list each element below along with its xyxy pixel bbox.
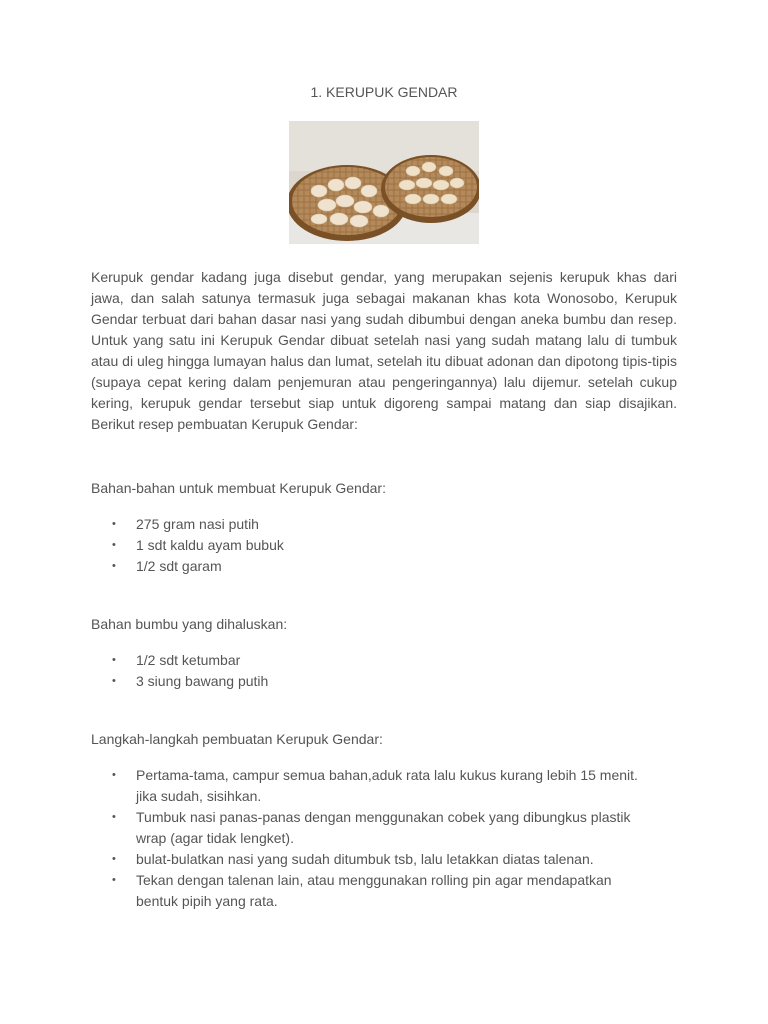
kerupuk-basket-illustration (289, 121, 479, 244)
spices-heading: Bahan bumbu yang dihaluskan: (91, 616, 288, 632)
spices-list (91, 650, 677, 692)
steps-heading: Langkah-langkah pembuatan Kerupuk Gendar: (91, 731, 383, 747)
step-text: Pertama-tama, campur semua bahan,aduk rata lalu kukus kurang lebih 15 menit. jika sudah, sisihkan. (136, 767, 638, 804)
kerupuk-photo (289, 121, 479, 244)
list-item (91, 671, 677, 692)
bullet-icon: • (112, 811, 116, 823)
ingredients-heading: Bahan-bahan untuk membuat Kerupuk Gendar: (91, 480, 386, 496)
document-title: 1. KERUPUK GENDAR (310, 84, 458, 100)
list-item (91, 870, 677, 912)
list-item (91, 556, 677, 577)
spice-text: 1/2 sdt ketumbar (136, 652, 241, 668)
step-text: Tumbuk nasi panas-panas dengan menggunakan cobek yang dibungkus plastik wrap (agar tidak lengket). (136, 809, 631, 846)
bullet-icon: • (112, 518, 116, 530)
list-item (91, 807, 677, 849)
step-text: Tekan dengan talenan lain, atau menggunakan rolling pin agar mendapatkan bentuk pipih yang rata. (136, 872, 612, 909)
ingredients-list (91, 514, 677, 577)
list-item (91, 765, 677, 807)
bullet-icon: • (112, 560, 116, 572)
step-text: bulat-bulatkan nasi yang sudah ditumbuk tsb, lalu letakkan diatas talenan. (136, 851, 594, 867)
bullet-icon: • (112, 874, 116, 886)
bullet-icon: • (112, 769, 116, 781)
list-item (91, 514, 677, 535)
ingredient-text: 1 sdt kaldu ayam bubuk (136, 537, 284, 553)
bullet-icon: • (112, 675, 116, 687)
list-item (91, 650, 677, 671)
ingredient-text: 1/2 sdt garam (136, 558, 222, 574)
intro-paragraph: Kerupuk gendar kadang juga disebut gendar, yang merupakan sejenis kerupuk khas dari jawa, dan salah satunya termasuk juga sebagai makanan khas kota Wonosobo, Kerupuk Gendar terbuat dari bahan dasar nasi yang sudah dibumbui dengan aneka bumbu dan resep. Untuk yang satu ini Kerupuk Gendar dibuat setelah nasi yang sudah matang lalu di tumbuk atau di uleg hingga lumayan halus dan lumat, setelah itu dibuat adonan dan dipotong tipis-tipis (supaya cepat kering dalam penjemuran atau pengeringannya) lalu dijemur. setelah cukup kering, kerupuk gendar tersebut siap untuk digoreng sampai matang dan siap disajikan. Berikut resep pembuatan Kerupuk Gendar: (91, 269, 677, 432)
steps-list (91, 765, 677, 912)
spice-text: 3 siung bawang putih (136, 673, 269, 689)
list-item (91, 535, 677, 556)
bullet-icon: • (112, 539, 116, 551)
list-item (91, 849, 677, 870)
bullet-icon: • (112, 654, 116, 666)
ingredient-text: 275 gram nasi putih (136, 516, 259, 532)
bullet-icon: • (112, 853, 116, 865)
